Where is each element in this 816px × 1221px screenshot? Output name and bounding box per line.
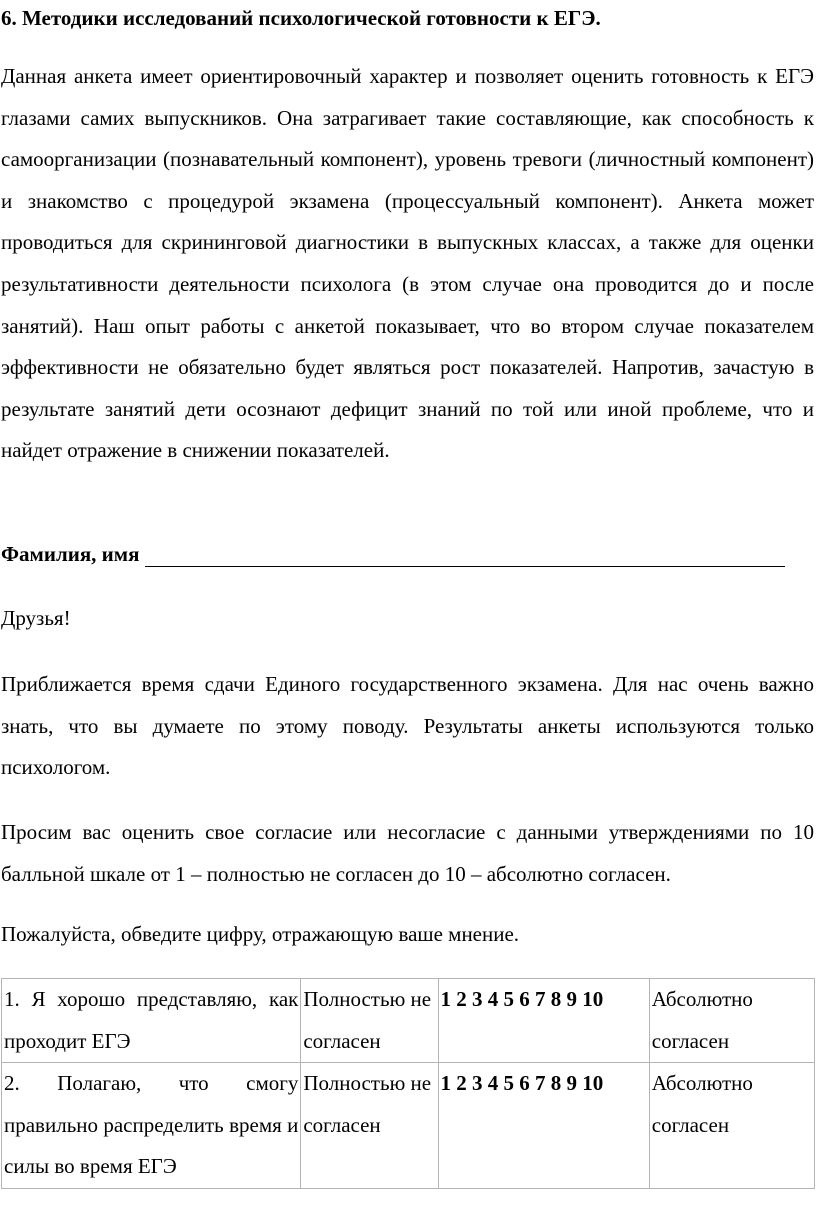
rating-scale-cell[interactable]: 1 2 3 4 5 6 7 8 9 10 — [438, 1063, 649, 1189]
agree-anchor-cell: Абсолютно согласен — [649, 979, 814, 1063]
disagree-anchor-cell: Полностью не согласен — [301, 1063, 438, 1189]
name-field-label: Фамилия, имя — [1, 542, 140, 566]
greeting-text: Друзья! — [1, 606, 71, 630]
section-heading: 6. Методики исследований психологической готовности к ЕГЭ. — [1, 6, 601, 30]
table-row — [2, 1063, 815, 1189]
survey-table — [1, 978, 815, 1189]
intro-paragraph: Данная анкета имеет ориентировочный характер и позволяет оценить готовность к ЕГЭ глазами самих выпускников. Она затрагивает такие составляющие, как способность к самоорганизации (познавательный компонент), уровень тревоги (личностный компонент) и знакомство с процедурой экзамена (процессуальный компонент). Анкета может проводиться для скрининговой диагностики в выпускных классах, а также для оценки результативности деятельности психолога (в этом случае она проводится до и после занятий). Наш опыт работы с анкетой показывает, что во втором случае показателем эффективности не обязательно будет являться рост показателей. Напротив, зачастую в результате занятий дети осознают дефицит знаний по той или иной проблеме, что и найдет отражение в снижении показателей. — [1, 64, 814, 463]
instruction-text: Пожалуйста, обведите цифру, отражающую ваше мнение. — [1, 922, 520, 946]
agree-anchor-cell: Абсолютно согласен — [649, 1063, 814, 1189]
table-row — [2, 979, 815, 1063]
name-field-blank-line[interactable] — [145, 542, 785, 567]
statement-cell: 1. Я хорошо представляю, как проходит ЕГЭ — [2, 979, 301, 1063]
name-field-row — [1, 534, 814, 574]
statement-cell: 2. Полагаю, что смогу правильно распределить время и силы во время ЕГЭ — [2, 1063, 301, 1189]
rating-scale-cell[interactable]: 1 2 3 4 5 6 7 8 9 10 — [438, 979, 649, 1063]
request-paragraph: Просим вас оценить свое согласие или несогласие с данными утверждениями по 10 балльной шкале от 1 – полностью не согласен до 10 – абсолютно согласен. — [1, 820, 814, 886]
disagree-anchor-cell: Полностью не согласен — [301, 979, 438, 1063]
approach-paragraph: Приближается время сдачи Единого государственного экзамена. Для нас очень важно знать, что вы думаете по этому поводу. Результаты анкеты используются только психологом. — [1, 672, 814, 780]
